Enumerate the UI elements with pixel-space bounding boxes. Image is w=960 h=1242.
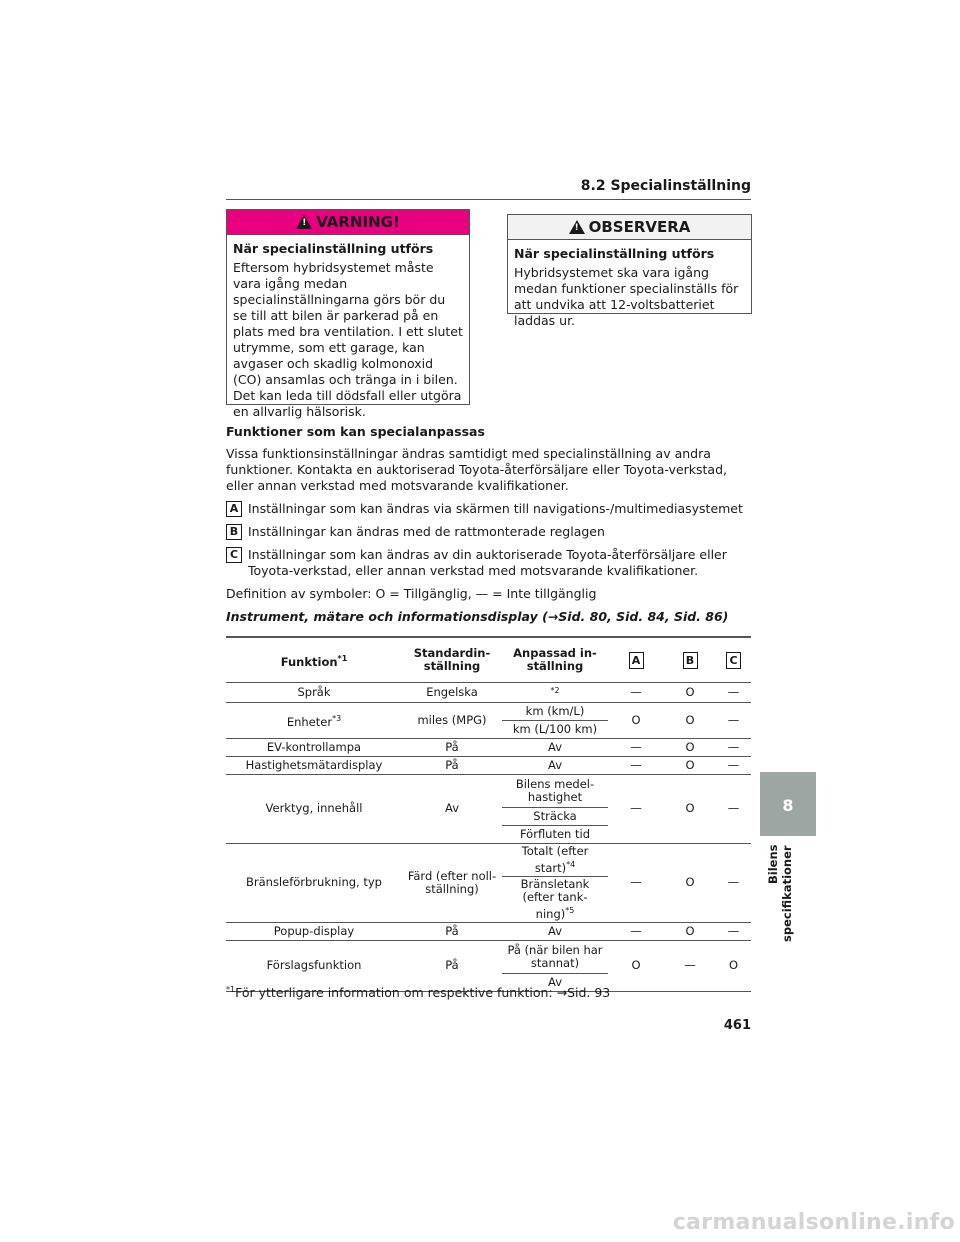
chapter-label: Bilens specifikationer xyxy=(766,845,794,942)
watermark: carmanualsonline.info xyxy=(672,1210,955,1235)
warning-text: Eftersom hybridsystemet måste vara igång medan specialinställningarna görs bör du se till att bilen är parkerad på en plats med bra ventilation. I ett slutet utrymme, som ett garage, kan avgaser och skadlig kolmonoxid (CO) ansamlas och tränga in i bilen. Det kan leda till dödsfall eller utgöra en allvarlig hälsorisk. xyxy=(233,260,463,419)
option-b xyxy=(226,524,756,540)
col-c: C xyxy=(716,637,751,683)
warning-box xyxy=(226,209,470,419)
option-a xyxy=(226,501,756,517)
table-row: Enheter$^{*3}$ miles (MPG) km (km/L) O O — xyxy=(226,702,751,720)
customizable-functions-section xyxy=(226,424,756,625)
section-intro: Vissa funktionsinställningar ändras samtidigt med specialinställning av andra funktioner. Kontakta en auktoriserad Toyota-återförsäljare eller Toyota-verkstad, eller annan verkstad med motsvarande kvalifikationer. xyxy=(226,446,728,493)
table-header-row xyxy=(226,637,751,683)
option-a-letter: A xyxy=(226,501,242,517)
footnote-marker: *1 xyxy=(226,985,236,994)
option-b-letter: B xyxy=(226,524,242,540)
warning-triangle-icon: ! xyxy=(296,215,312,229)
table-row: km (L/100 km) xyxy=(226,720,751,738)
table-row: Av xyxy=(226,973,751,991)
table-row: Bränsletank (efter tank-ning)$^{*5}$ xyxy=(226,876,751,922)
footnote xyxy=(226,985,610,1000)
table-row: Förfluten tid xyxy=(226,825,751,843)
warning-heading: VARNING! xyxy=(316,213,400,231)
notice-subtitle: När specialinställning utförs xyxy=(514,246,715,261)
notice-box xyxy=(507,214,752,328)
caution-triangle-icon: ! xyxy=(569,220,585,234)
notice-heading: OBSERVERA xyxy=(588,218,691,236)
option-c-letter: C xyxy=(226,547,242,563)
table-row: Språk Engelska $^{*2}$ — O — xyxy=(226,683,751,703)
notice-heading-bar xyxy=(508,215,751,240)
chapter-number: 8 xyxy=(782,796,794,815)
warning-subtitle: När specialinställning utförs xyxy=(233,241,434,256)
header-divider xyxy=(226,199,751,200)
col-function: Funktion$^{*1}$ xyxy=(226,637,402,683)
option-c xyxy=(226,547,756,579)
table-row: Förslagsfunktion På På (när bilen har stannat) O — O xyxy=(226,940,751,973)
table-row: Hastighetsmätardisplay På Av — O — xyxy=(226,756,751,774)
table-row: Sträcka xyxy=(226,807,751,825)
option-c-text: Inställningar som kan ändras av din auktoriserade Toyota-återförsäljare eller Toyota-verkstad, eller annan verkstad med motsvarande kvalifikationer. xyxy=(248,547,727,578)
table-row: EV-kontrollampa På Av — O — xyxy=(226,738,751,756)
table-row: Popup-display På Av — O — xyxy=(226,922,751,940)
notice-text: Hybridsystemet ska vara igång medan funktioner specialinställs för att undvika att 12-voltsbatteriet laddas ur. xyxy=(514,265,739,328)
table-row: Verktyg, innehåll Av Bilens medel-hastighet — O — xyxy=(226,774,751,807)
section-title: Funktioner som kan specialanpassas xyxy=(226,424,485,439)
col-custom: Anpassad in-ställning xyxy=(502,637,608,683)
page-number: 461 xyxy=(723,1018,751,1033)
symbol-definition: Definition av symboler: O = Tillgänglig, — = Inte tillgänglig xyxy=(226,586,597,601)
settings-table xyxy=(226,636,751,992)
col-a: A xyxy=(608,637,664,683)
col-default: Standardin-ställning xyxy=(402,637,502,683)
option-a-text: Inställningar som kan ändras via skärmen till navigations-/multimediasystemet xyxy=(248,501,743,516)
col-b: B xyxy=(664,637,716,683)
option-b-text: Inställningar kan ändras med de rattmonterade reglagen xyxy=(248,524,605,539)
section-header-title: 8.2 Specialinställning xyxy=(580,178,751,194)
footnote-text: För ytterligare information om respektive funktion: →Sid. 93 xyxy=(235,985,611,1001)
warning-heading-bar xyxy=(227,210,469,235)
table-row: Bränsleförbrukning, typ Färd (efter noll-ställning) Totalt (efter start)$^{*4}$ — O — xyxy=(226,843,751,876)
table-title: Instrument, mätare och informationsdisplay (→Sid. 80, Sid. 84, Sid. 86) xyxy=(226,609,729,624)
